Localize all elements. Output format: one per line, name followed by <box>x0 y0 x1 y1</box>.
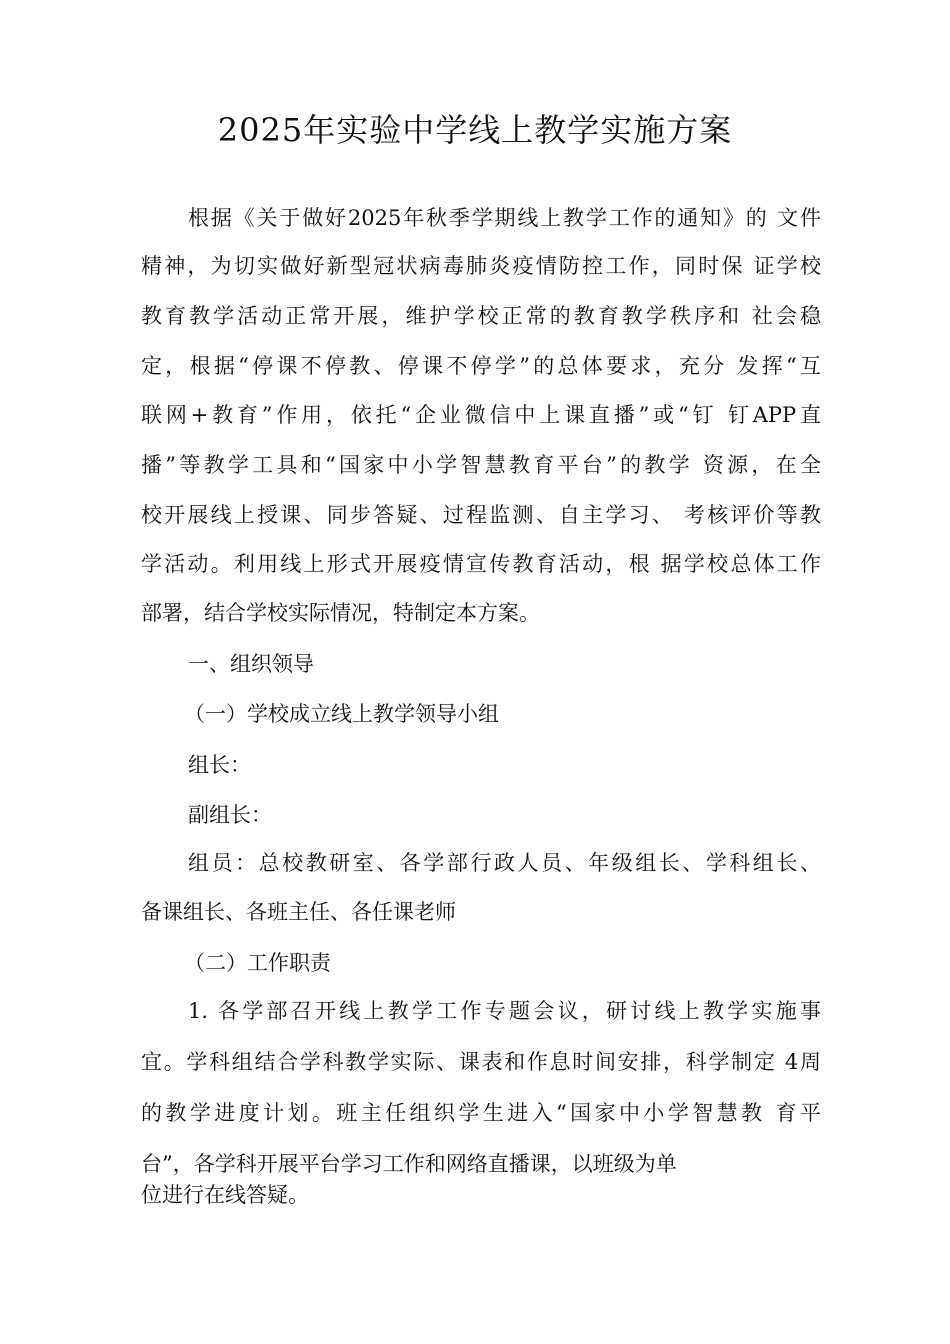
subsection-heading: （二）工作职责 <box>184 951 331 975</box>
members-line: 组员：总校教研室、各学部行政人员、年级组长、学科组长、 <box>188 851 821 875</box>
section-heading: 一、组织领导 <box>188 652 314 676</box>
paragraph-line: 播”等教学工具和“国家中小学智慧教育平台”的教学 资源，在全 <box>141 453 821 477</box>
paragraph-line: 部署，结合学校实际情况，特制定本方案。 <box>141 601 540 625</box>
document-title: 2025年实验中学线上教学实施方案 <box>217 111 733 149</box>
paragraph-line: 精神，为切实做好新型冠状病毒肺炎疫情防控工作，同时保 证学校 <box>141 254 821 278</box>
paragraph-line: 的教学进度计划。班主任组织学生进入“国家中小学智慧教 育平 <box>141 1101 821 1125</box>
subsection-heading: （一）学校成立线上教学领导小组 <box>184 702 499 726</box>
members-line: 备课组长、各班主任、各任课老师 <box>141 900 456 924</box>
deputy-leader-line: 副组长： <box>188 803 272 827</box>
paragraph-line: 教育教学活动正常开展，维护学校正常的教育教学秩序和 社会稳 <box>141 304 821 328</box>
paragraph-line: 联网+教育”作用，依托“企业微信中上课直播”或“钉 钉APP直 <box>141 403 821 427</box>
paragraph-line: 学活动。利用线上形式开展疫情宣传教育活动，根 据学校总体工作 <box>141 552 821 576</box>
paragraph-line: 宜。学科组结合学科教学实际、课表和作息时间安排，科学制定 4周 <box>141 1050 821 1074</box>
group-leader-line: 组长： <box>188 753 251 777</box>
paragraph-line: 定，根据“停课不停教、停课不停学”的总体要求，充分 发挥“互 <box>141 354 821 378</box>
paragraph-line: 校开展线上授课、同步答疑、过程监测、自主学习、 考核评价等教 <box>141 503 821 527</box>
paragraph-line: 根据《关于做好2025年秋季学期线上教学工作的通知》的 文件 <box>188 206 821 230</box>
paragraph-line: 台”，各学科开展平台学习工作和网络直播课，以班级为单 <box>141 1152 677 1176</box>
paragraph-line: 位进行在线答疑。 <box>141 1183 309 1207</box>
paragraph-line: 1. 各学部召开线上教学工作专题会议，研讨线上教学实施事 <box>188 999 821 1023</box>
